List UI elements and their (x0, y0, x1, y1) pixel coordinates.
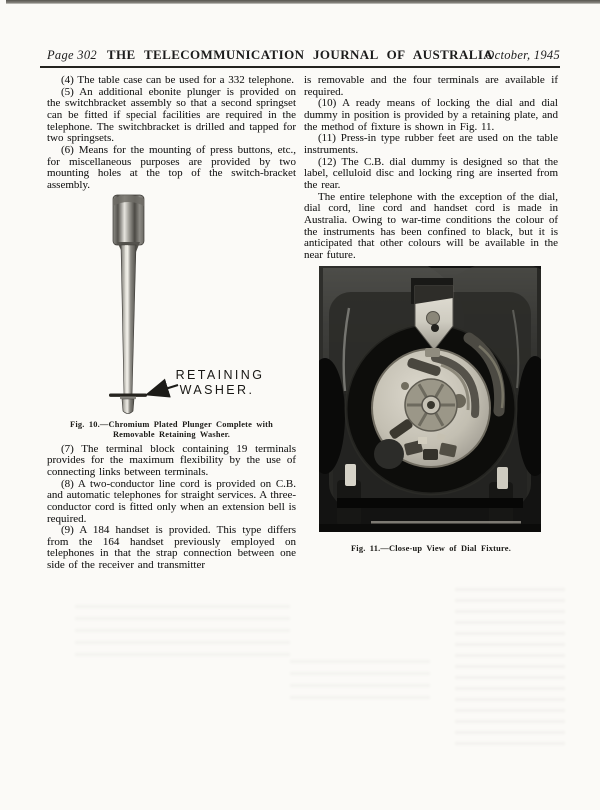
paragraph: (7) The terminal block containing 19 terminals provides for the maximum flexibility by the use of connecting links between terminals. (47, 442, 296, 478)
paragraph: (4) The table case can be used for a 332 telephone. (61, 74, 295, 86)
plunger-tip (122, 399, 134, 414)
bleed-through-texture (455, 588, 565, 753)
figure-10 (47, 192, 296, 418)
paragraph: (10) A ready means of locking the dial and dial dummy in position is provided by a retaining plate, and the method of fixture is shown in Fig. 11. (304, 97, 558, 133)
plunger-head (113, 195, 144, 252)
annotation-line: RETAINING (175, 367, 265, 382)
header-rule (40, 66, 560, 68)
paragraph: The entire telephone with the exception of the dial, dial cord, line cord and handset cord is made in Australia. Owing to war-time conditions the colour of the instruments has been confined to black, but it is anticipated that other colours will be available in the near future. (304, 190, 558, 261)
figure-10-caption: Fig. 10.—Chromium Plated Plunger Complete with Removable Retaining Washer. (70, 419, 273, 439)
paragraph: is removable and the four terminals are available if required. (304, 74, 558, 98)
right-column (304, 75, 558, 554)
plunger-shaft (121, 245, 136, 395)
washer-annotation (159, 368, 281, 398)
figure-11-caption: Fig. 11.—Close-up View of Dial Fixture. (350, 543, 511, 553)
paragraph: (9) A 184 handset is provided. This type differs from the 164 handset previously employed on telephones in that the strap connection between one side of the receiver and transmitter (47, 524, 296, 572)
annotation-line: WASHER. (179, 382, 255, 397)
bleed-through-texture (290, 660, 430, 700)
retaining-washer (109, 393, 147, 399)
paragraph: (11) Press-in type rubber feet are used on the table instruments. (304, 132, 558, 156)
figure-11 (319, 266, 541, 532)
paragraph: (12) The C.B. dial dummy is designed so that the label, celluloid disc and locking ring are inserted from the rear. (304, 155, 558, 191)
page-number: Page 302 (47, 48, 97, 62)
paragraph: (5) An additional ebonite plunger is provided on the switchbracket assembly so that a second springset can be fitted if special facilities are required in the telephone. The switchbracket is drilled and tapped for two springsets. (47, 85, 296, 145)
scan-top-edge (6, 0, 600, 4)
paragraph: (8) A two-conductor line cord is provided on C.B. and automatic telephones for straight services. A three-conductor cord is fitted only when an extension bell is required. (47, 477, 296, 525)
dial-photo (319, 266, 541, 532)
page-header (40, 42, 560, 66)
issue-date: October, 1945 (485, 48, 560, 62)
journal-title: THE TELECOMMUNICATION JOURNAL OF AUSTRALIA (106, 47, 494, 62)
bleed-through-texture (75, 605, 290, 665)
paragraph: (6) Means for the mounting of press buttons, etc., for miscellaneous purposes are provided by two mounting holes at the top of the switch-bracket assembly. (47, 143, 296, 191)
left-column (47, 75, 296, 572)
